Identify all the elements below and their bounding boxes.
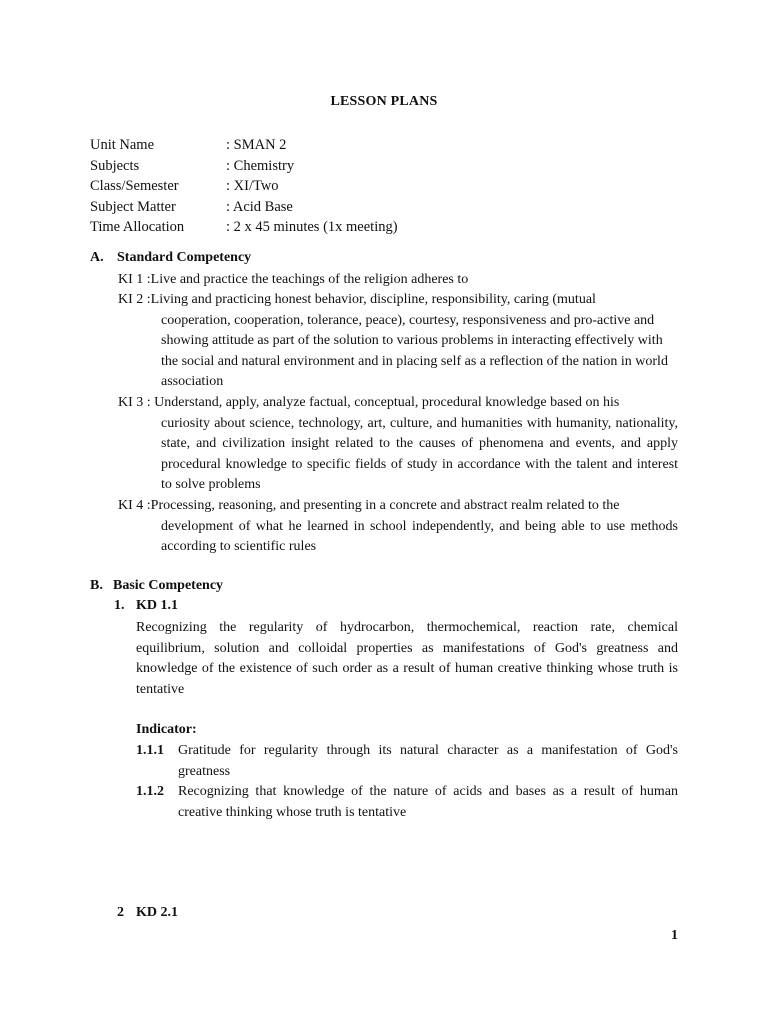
ki-1-text: KI 1 :Live and practice the teachings of the religion adheres to <box>118 272 469 287</box>
info-value: : XI/Two <box>226 178 279 194</box>
page-number: 1 <box>671 928 678 943</box>
info-label: Class/Semester <box>90 178 179 194</box>
indicator-1-1-2 <box>136 782 678 823</box>
info-row-subject-matter <box>90 197 398 218</box>
section-b-heading <box>90 578 223 594</box>
indicator-label: Indicator: <box>136 722 197 737</box>
section-a-letter: A. <box>90 250 104 265</box>
page-title: LESSON PLANS <box>330 94 438 109</box>
unit-info-table <box>90 135 398 238</box>
indicator-1-1-1 <box>136 741 678 782</box>
indicator-text: Gratitude for regularity through its natural character as a manifestation of God's greatness <box>178 743 678 779</box>
info-row-subjects <box>90 156 398 177</box>
info-value: : Acid Base <box>226 198 293 215</box>
info-row-unit-name <box>90 135 398 156</box>
info-value: : SMAN 2 <box>226 137 287 153</box>
ki-3-item <box>118 393 678 496</box>
info-label: Subject Matter <box>90 198 176 215</box>
kd-2-title: KD 2.1 <box>136 905 178 920</box>
kd-2-number: 2 <box>117 905 124 920</box>
ki-2-text: cooperation, cooperation, tolerance, peace), courtesy, responsiveness and pro-active and showing attitude as part of the solution to various problems in interacting effectively with the social and natural environment and in placing self as a reflection of the nation in world association <box>161 312 668 389</box>
info-row-class-semester <box>90 176 398 197</box>
ki-4-item <box>118 496 678 558</box>
info-label: Subjects <box>90 157 140 174</box>
ki-3-text: curiosity about science, technology, art, culture, and humanities with humanity, nationality, state, and civilization insight related to the causes of phenomena and events, and apply procedural knowledge to specific fields of study in accordance with the talent and interest to solve problems <box>161 415 678 492</box>
ki-4-text: development of what he learned in school independently, and being able to use methods according to scientific rules <box>161 518 678 554</box>
section-b-letter: B. <box>90 578 103 593</box>
indicator-text: Recognizing that knowledge of the nature of acids and bases as a result of human creative thinking whose truth is tentative <box>178 784 678 820</box>
ki-2-item <box>118 290 678 393</box>
info-label: Time Allocation <box>90 219 185 235</box>
kd-1-number: 1. <box>114 598 125 613</box>
section-a-title: Standard Competency <box>117 250 252 265</box>
section-a-heading <box>90 250 251 266</box>
kd-1-1-heading <box>114 598 178 614</box>
info-row-time-allocation <box>90 217 398 238</box>
info-label: Unit Name <box>90 137 155 153</box>
info-value: : Chemistry <box>226 157 295 174</box>
ki-2-first-line: KI 2 :Living and practicing honest behavior, discipline, responsibility, caring (mutual <box>118 292 596 307</box>
indicator-number: 1.1.1 <box>136 743 164 758</box>
kd-1-title: KD 1.1 <box>136 598 178 613</box>
kd-1-1-text: Recognizing the regularity of hydrocarbon, thermochemical, reaction rate, chemical equilibrium, solution and colloidal properties as manifestations of God's greatness and knowledge of the existence of such order as a result of human creative thinking whose truth is tentative <box>136 620 678 697</box>
ki-3-first-line: KI 3 : Understand, apply, analyze factual, conceptual, procedural knowledge based on his <box>118 395 620 410</box>
kd-2-1-heading <box>117 905 178 921</box>
indicator-number: 1.1.2 <box>136 784 164 799</box>
section-b-title: Basic Competency <box>113 578 224 593</box>
ki-1-item <box>118 270 678 291</box>
info-value: : 2 x 45 minutes (1x meeting) <box>226 219 398 235</box>
ki-4-first-line: KI 4 :Processing, reasoning, and presenting in a concrete and abstract realm related to the <box>118 498 620 513</box>
